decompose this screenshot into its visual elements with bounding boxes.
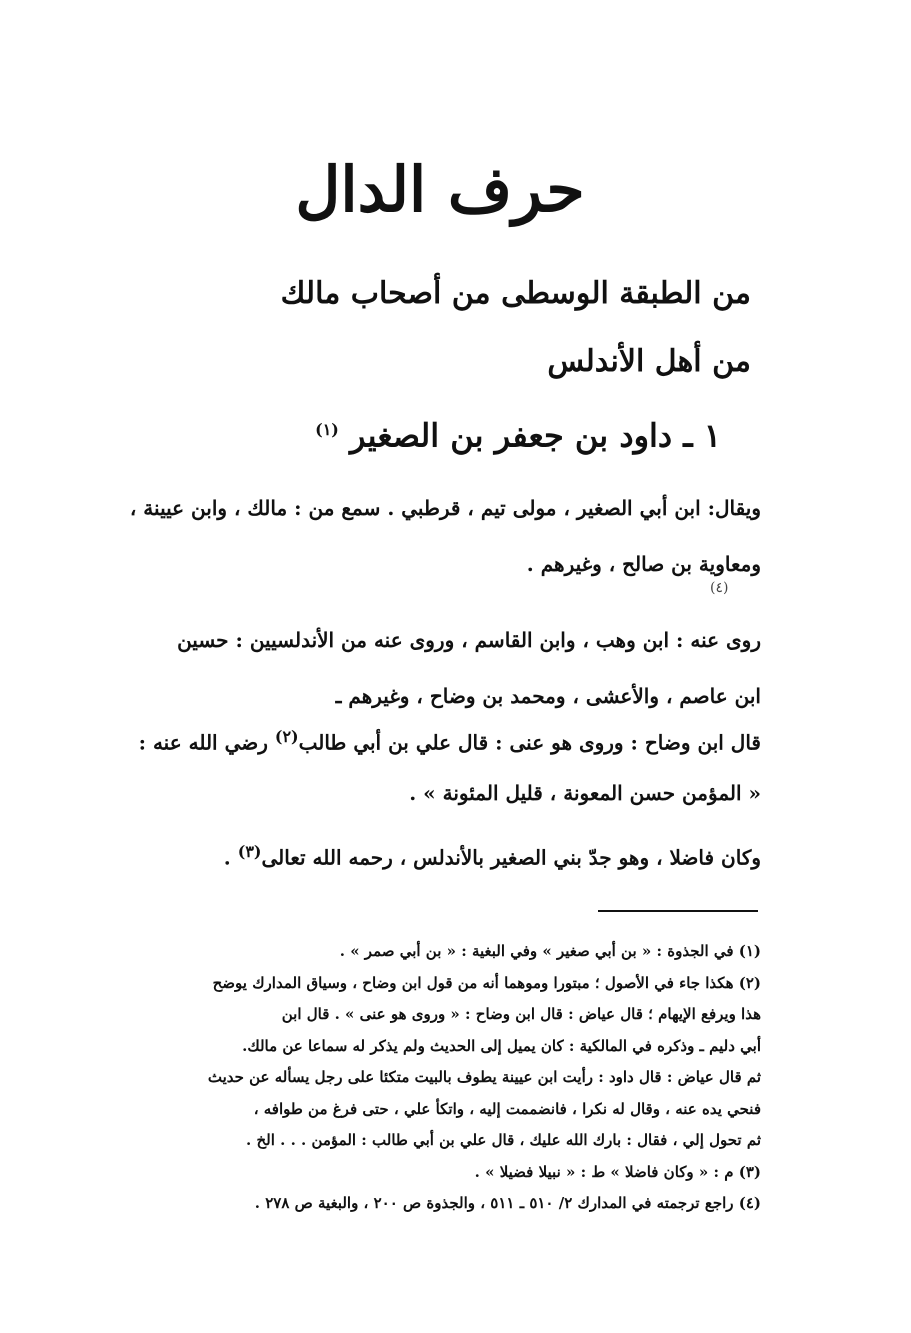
- entry-name: ١ ـ داود بن جعفر بن الصغير: [350, 416, 721, 455]
- chapter-title: حرف الدال: [295, 153, 585, 226]
- margin-note-mark: (٤): [710, 580, 729, 596]
- footnote-divider: [598, 910, 758, 912]
- entry-title: [315, 408, 721, 458]
- footnotes: [121, 936, 761, 1220]
- closing-text: وكان فاضلا ، وهو جدّ بني الصغير بالأندلس ، رحمه الله تعالى: [261, 845, 761, 870]
- quote-intro: قال ابن وضاح : وروى هو عنى : قال علي بن أبي طالب: [298, 730, 761, 755]
- paragraph-quote: [121, 712, 761, 818]
- footnote-2-line: ثم تحول إلي ، فقال : بارك الله عليك ، قال علي بن أبي طالب : المؤمن . . . الخ .: [246, 1131, 761, 1149]
- text-line: ويقال: ابن أبي الصغير ، مولى تيم ، قرطبي . سمع من : مالك ، وابن عيينة ،: [129, 496, 761, 520]
- text-line: [121, 824, 761, 886]
- quote-text: « المؤمن حسن المعونة ، قليل المئونة » .: [409, 780, 761, 805]
- section-heading: من الطبقة الوسطى من أصحاب مالك: [280, 276, 751, 311]
- quote-intro-end: رضي الله عنه :: [138, 730, 268, 755]
- text-line: روى عنه : ابن وهب ، وابن القاسم ، وروى عنه من الأندلسيين : حسين: [177, 628, 761, 652]
- footnote-2: (٢) هكذا جاء في الأصول ؛ مبتورا وموهما أنه من قول ابن وضاح ، وسياق المدارك يوضح: [212, 973, 761, 992]
- footnote-2-line: فنحي يده عنه ، وقال له نكرا ، فانضممت إليه ، واتكأ علي ، حتى فرغ من طوافه ،: [253, 1099, 761, 1118]
- text-line: [121, 712, 761, 768]
- footnote-2-line: ثم قال عياض : قال داود : رأيت ابن عيينة يطوف بالبيت متكئا على رجل يسأله عن حديث: [207, 1068, 761, 1086]
- footnote-ref: (١): [315, 420, 339, 439]
- footnote-ref: (٢): [274, 727, 299, 746]
- footnote-3: (٣) م : « وكان فاضلا » ط : « نبيلا فضيلا » .: [474, 1162, 761, 1181]
- paragraph-biography: [121, 480, 761, 592]
- footnote-2-line: أبي دليم ـ وذكره في المالكية : كان يميل إلى الحديث ولم يذكر له سماعا عن مالك.: [242, 1036, 761, 1055]
- footnote-4: (٤) راجع ترجمته في المدارك ٢/ ٥١٠ ـ ٥١١ ، والجذوة ص ٢٠٠ ، والبغية ص ٢٧٨ .: [254, 1194, 761, 1212]
- text-line: ابن عاصم ، والأعشى ، ومحمد بن وضاح ، وغيرهم ـ: [335, 684, 761, 708]
- paragraph-narrators: [121, 612, 761, 724]
- footnote-ref: (٣): [237, 842, 262, 861]
- footnote-1: (١) في الجذوة : « بن أبي صغير » وفي البغية : « بن أبي صمر » .: [339, 942, 761, 960]
- paragraph-closing: [121, 824, 761, 886]
- footnote-2-line: هذا ويرفع الإيهام ؛ قال عياض : قال ابن وضاح : « وروى هو عنى » . قال ابن: [281, 1005, 761, 1023]
- region-heading: من أهل الأندلس: [547, 344, 751, 379]
- text-line: ومعاوية بن صالح ، وغيرهم .: [526, 552, 761, 576]
- closing-end: .: [223, 845, 238, 870]
